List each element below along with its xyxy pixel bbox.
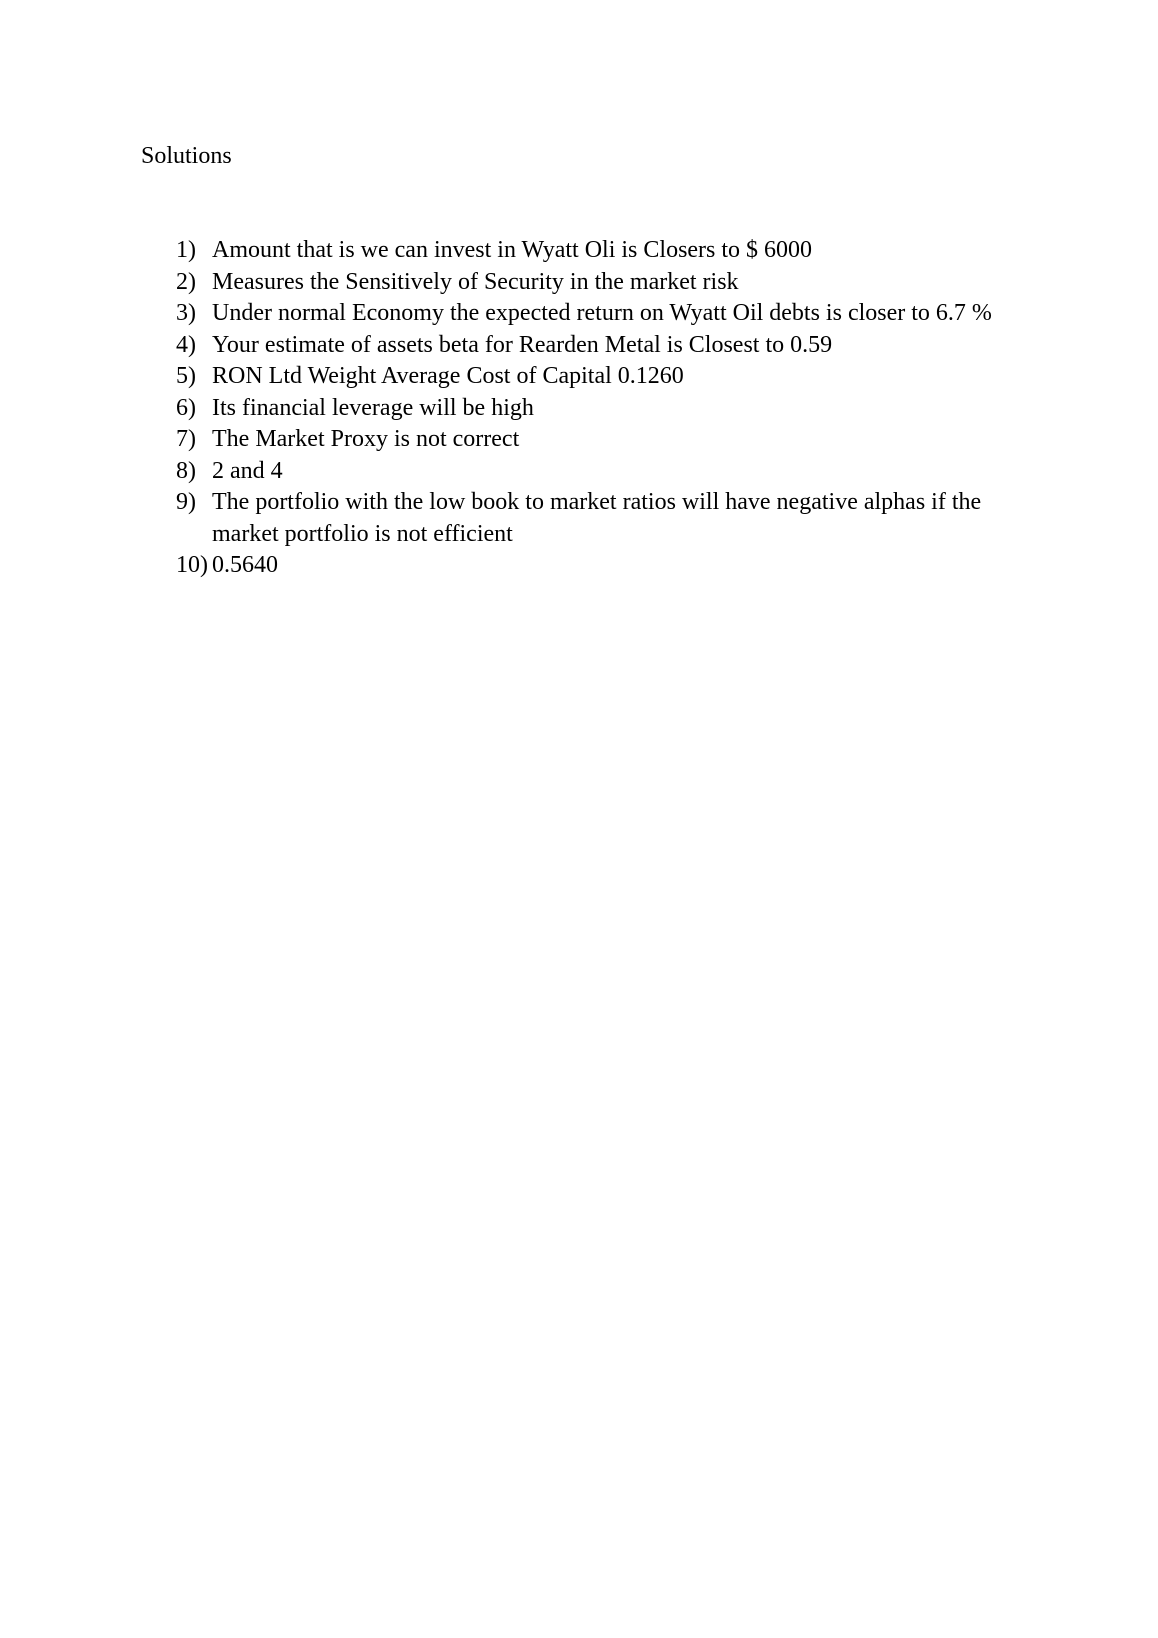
item-number: 1) [176, 237, 196, 263]
list-item [176, 424, 1016, 456]
item-number: 3) [176, 300, 196, 326]
item-number: 8) [176, 457, 196, 484]
item-text: Amount that is we can invest in Wyatt Oli is Closers to $ 6000 [212, 237, 813, 263]
page-title: Solutions [141, 143, 232, 169]
item-number: 9) [176, 489, 196, 515]
list-item [176, 361, 1016, 393]
answer-list [176, 235, 1016, 582]
item-text: Its financial leverage will be high [212, 394, 534, 421]
item-text: Your estimate of assets beta for Rearden Metal is Closest to 0.59 [212, 331, 833, 358]
item-text: 0.5640 [212, 552, 278, 578]
list-item [176, 298, 1016, 330]
item-number: 4) [176, 331, 196, 358]
list-item [176, 393, 1016, 425]
item-text: The Market Proxy is not correct [212, 426, 520, 452]
item-number: 2) [176, 268, 196, 295]
list-item [176, 330, 1016, 362]
list-item [176, 267, 1016, 299]
list-item [176, 235, 1016, 267]
item-number: 10) [176, 552, 208, 578]
item-text: Under normal Economy the expected return on Wyatt Oil debts is closer to 6.7 % [212, 300, 992, 326]
list-item [176, 456, 1016, 488]
item-number: 7) [176, 426, 196, 452]
list-item [176, 487, 1016, 550]
item-text: Measures the Sensitively of Security in the market risk [212, 268, 739, 295]
item-text: The portfolio with the low book to market ratios will have negative alphas if the market portfolio is not efficient [212, 489, 982, 547]
item-number: 6) [176, 394, 196, 421]
item-text: 2 and 4 [212, 457, 283, 484]
list-item [176, 550, 1016, 582]
item-text: RON Ltd Weight Average Cost of Capital 0.1260 [212, 363, 684, 389]
item-number: 5) [176, 363, 196, 389]
